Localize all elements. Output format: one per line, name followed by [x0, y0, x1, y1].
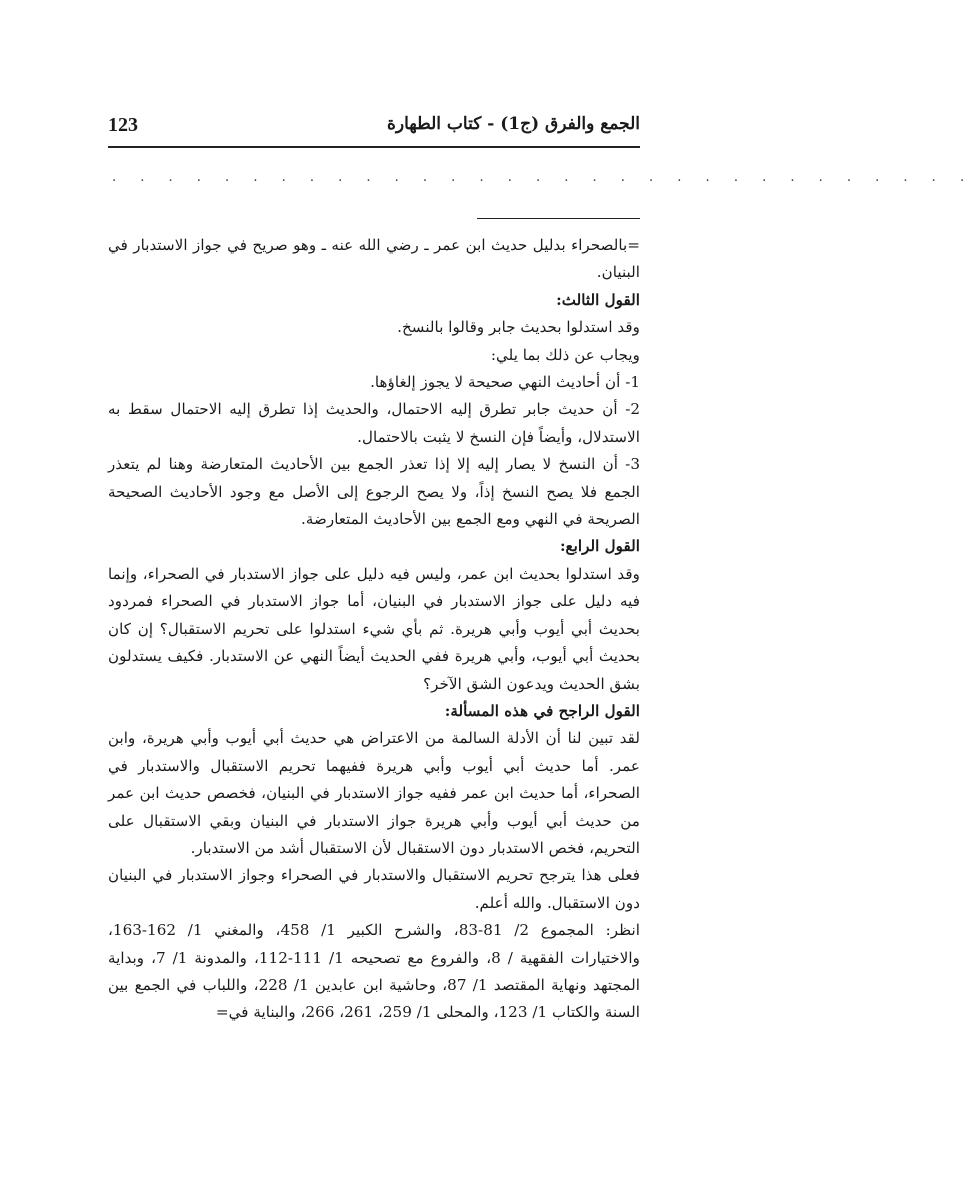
paragraph: وقد استدلوا بحديث ابن عمر، وليس فيه دليل على جواز الاستدبار في الصحراء، وإنما فيه دليل على جواز الاستدبار في البنيان، أما جواز الاستدبار في الصحراء فمردود بحديث أبي أيوب وأبي هريرة. ثم بأي شيء استدلوا على تحريم الاستقبال؟ إن كان بحديث أبي أيوب، وأبي هريرة ففي الحديث أيضاً النهي عن الاستدبار. فكيف يستدلون بشق الحديث ويدعون الشق الآخر؟	[108, 564, 640, 693]
section-heading: القول الرابع:	[559, 537, 640, 556]
paragraph: فعلى هذا يترجح تحريم الاستقبال والاستدبار في الصحراء وجواز الاستدبار في البنيان دون الاستقبال. والله أعلم.	[108, 866, 640, 912]
footnote-rule	[477, 218, 640, 219]
paragraph: 1- أن أحاديث النهي صحيحة لا يجوز إلغاؤها.	[370, 373, 640, 392]
paragraph: انظر: المجموع 2/ 81-83، والشرح الكبير 1/ 458، والمغني 1/ 162-163، والاختيارات الفقهية / 8، والفروع مع تصحيحه 1/ 111-112، والمدونة 1/ 7، وبداية المجتهد ونهاية المقتصد 1/ 87، وحاشية ابن عابدين 1/ 228، واللباب في الجمع بين السنة والكتاب 1/ 123، والمحلى 1/ 259، 261، 266، والبناية في=	[108, 921, 640, 1022]
page-header	[108, 112, 640, 148]
paragraph: ويجاب عن ذلك بما يلي:	[490, 345, 640, 364]
paragraph: لقد تبين لنا أن الأدلة السالمة من الاعتراض هي حديث أبي أيوب وأبي هريرة، وابن عمر. أما حديث أبي أيوب وأبي هريرة ففيهما تحريم الاستقبال والاستدبار في الصحراء، أما حديث ابن عمر ففيه جواز الاستدبار في البنيان، فخصص حديث ابن عمر من حديث أبي أيوب وأبي هريرة جواز الاستدبار في البنيان وبقي الاستقبال على التحريم، فخص الاستدبار دون الاستقبال لأن الاستقبال أشد من الاستدبار.	[108, 729, 640, 857]
section-heading: القول الثالث:	[556, 290, 640, 309]
paragraph: =بالصحراء بدليل حديث ابن عمر ـ رضي الله عنه ـ وهو صريح في جواز الاستدبار في البنيان.	[108, 236, 640, 282]
section-separator: . . . . . . . . . . . . . . . . . . . . . . . . . . . . . . .	[112, 170, 974, 185]
footnote-body	[108, 232, 640, 1027]
running-title: الجمع والفرق (ج1) - كتاب الطهارة	[387, 114, 640, 134]
paragraph: وقد استدلوا بحديث جابر وقالوا بالنسخ.	[397, 318, 640, 337]
page-number: 123	[108, 114, 138, 136]
paragraph: 3- أن النسخ لا يصار إليه إلا إذا تعذر الجمع بين الأحاديث المتعارضة وهنا لم يتعذر الجمع فلا يصح النسخ إذاً، ولا يصح الرجوع إلى الأصل مع وجود الأحاديث الصحيحة الصريحة في النهي ومع الجمع بين الأحاديث المتعارضة.	[108, 455, 640, 529]
paragraph: 2- أن حديث جابر تطرق إليه الاحتمال، والحديث إذا تطرق إليه الاحتمال سقط به الاستدلال، وأيضاً فإن النسخ لا يثبت بالاحتمال.	[108, 400, 640, 446]
section-heading: القول الراجح في هذه المسألة:	[444, 701, 640, 720]
